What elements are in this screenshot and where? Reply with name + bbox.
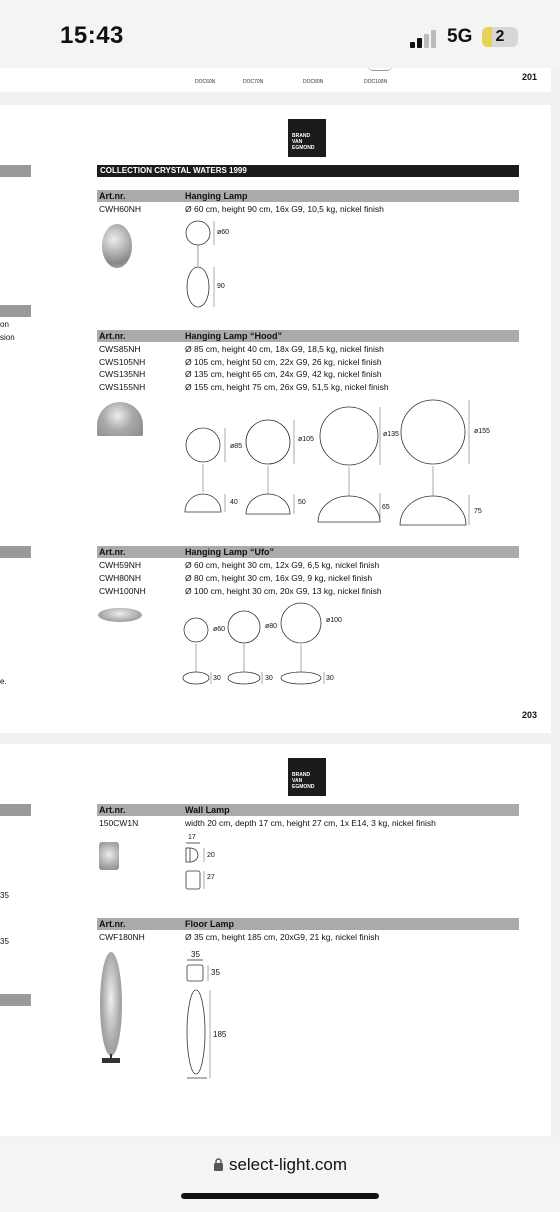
article-desc: Ø 135 cm, height 65 cm, 24x G9, 42 kg, nickel finish — [185, 369, 382, 379]
left-page-bar — [0, 305, 31, 317]
lamp-outline-fragment — [368, 66, 392, 71]
brand-logo: BRAND VAN EGMOND — [288, 758, 326, 796]
section-header — [97, 918, 519, 930]
article-desc: Ø 100 cm, height 30 cm, 20x G9, 13 kg, nickel finish — [185, 586, 382, 596]
art-nr-label: Art.nr. — [99, 919, 126, 929]
dim-label: 17 — [188, 834, 196, 841]
art-nr-label: Art.nr. — [99, 191, 126, 201]
page-201 — [0, 68, 551, 92]
code-label: DOC80N — [303, 79, 324, 85]
article-code: CWH59NH — [99, 560, 142, 570]
product-name: Hanging Lamp “Hood” — [185, 331, 282, 341]
network-label: 5G — [447, 26, 473, 47]
left-page-bar — [0, 546, 31, 558]
article-code: CWH60NH — [99, 204, 142, 214]
dim-label: ø60 — [217, 229, 230, 236]
left-text-fragment: 35 — [0, 937, 9, 946]
article-desc: Ø 85 cm, height 40 cm, 18x G9, 18,5 kg, nickel finish — [185, 344, 384, 354]
lamp-photo — [102, 224, 132, 268]
signal-icon — [410, 30, 440, 48]
section-header — [97, 546, 519, 558]
article-code: CWS105NH — [99, 356, 146, 367]
dim-label: 65 — [382, 504, 390, 511]
dim-label: ø155 — [474, 428, 490, 435]
dim-label: 35 — [191, 950, 200, 959]
dim-label: 30 — [213, 675, 221, 682]
dim-label: 30 — [265, 675, 273, 682]
battery-icon — [482, 27, 518, 47]
brand-logo: BRAND VAN EGMOND — [288, 119, 326, 157]
dim-label: 50 — [298, 499, 306, 506]
dim-label: ø80 — [265, 623, 278, 630]
left-text-fragment: sion — [0, 333, 15, 342]
page-number: 203 — [522, 710, 538, 720]
lamp-base — [102, 1058, 120, 1063]
url-display[interactable] — [0, 1155, 560, 1175]
left-page-bar — [0, 804, 31, 816]
dim-label: ø135 — [383, 431, 399, 438]
left-text-fragment: 35 — [0, 891, 9, 900]
article-code: 150CW1N — [99, 818, 139, 828]
status-time: 15:43 — [60, 22, 124, 49]
section-header — [97, 330, 519, 342]
section-header — [97, 190, 519, 202]
left-page-bar — [0, 165, 31, 177]
dim-label: 35 — [211, 968, 220, 977]
code-label: DOC60N — [195, 79, 216, 85]
article-code: CWS155NH — [99, 381, 146, 392]
lamp-photo — [98, 608, 142, 622]
left-text-fragment: on — [0, 320, 9, 329]
dim-label: 40 — [230, 499, 238, 506]
lock-icon — [213, 1158, 224, 1171]
article-code: CWH100NH — [99, 586, 146, 596]
art-nr-label: Art.nr. — [99, 547, 126, 557]
lamp-photo — [99, 842, 119, 870]
lamp-drawing — [183, 398, 495, 528]
battery-level: 2 — [495, 28, 505, 45]
article-desc: Ø 155 cm, height 75 cm, 26x G9, 51,5 kg, nickel finish — [185, 381, 389, 392]
page-number: 201 — [522, 72, 538, 82]
dim-label: 30 — [326, 675, 334, 682]
dim-label: ø105 — [298, 436, 314, 443]
article-code: CWH80NH — [99, 573, 142, 583]
dim-label: ø60 — [213, 626, 226, 633]
dim-label: 90 — [217, 283, 225, 290]
url-text: select-light.com — [228, 1155, 348, 1174]
left-page-bar — [0, 994, 31, 1006]
article-code: CWF180NH — [99, 932, 145, 942]
article-desc: Ø 105 cm, height 50 cm, 22x G9, 26 kg, nickel finish — [185, 356, 382, 367]
article-desc: Ø 60 cm, height 30 cm, 12x G9, 6,5 kg, nickel finish — [185, 560, 380, 570]
product-name: Hanging Lamp — [185, 191, 248, 201]
home-indicator[interactable] — [181, 1193, 379, 1199]
product-name: Hanging Lamp “Ufo” — [185, 547, 274, 557]
collection-title: COLLECTION CRYSTAL WATERS 1999 — [97, 165, 519, 177]
code-label: DOC100N — [364, 79, 388, 85]
dim-label: 75 — [474, 508, 482, 515]
article-code: CWS135NH — [99, 369, 146, 379]
article-desc: width 20 cm, depth 17 cm, height 27 cm, 1x E14, 3 kg, nickel finish — [185, 818, 436, 828]
section-header — [97, 804, 519, 816]
article-desc: Ø 80 cm, height 30 cm, 16x G9, 9 kg, nickel finish — [185, 573, 373, 583]
product-name: Floor Lamp — [185, 919, 234, 929]
left-text-fragment: e. — [0, 677, 7, 686]
lamp-drawing — [183, 840, 213, 892]
art-nr-label: Art.nr. — [99, 805, 126, 815]
art-nr-label: Art.nr. — [99, 331, 126, 341]
dim-label: 27 — [207, 874, 215, 881]
product-name: Wall Lamp — [185, 805, 230, 815]
dim-label: ø85 — [230, 443, 243, 450]
code-label: DOC70N — [243, 79, 264, 85]
dim-label: ø100 — [326, 617, 342, 624]
article-code: CWS85NH — [99, 344, 141, 354]
article-desc: Ø 35 cm, height 185 cm, 20xG9, 21 kg, nickel finish — [185, 932, 380, 942]
lamp-drawing — [180, 218, 240, 308]
dim-label: 185 — [213, 1030, 227, 1039]
article-desc: Ø 60 cm, height 90 cm, 16x G9, 10,5 kg, nickel finish — [185, 204, 384, 214]
lamp-photo — [100, 952, 122, 1056]
dim-label: 20 — [207, 852, 215, 859]
